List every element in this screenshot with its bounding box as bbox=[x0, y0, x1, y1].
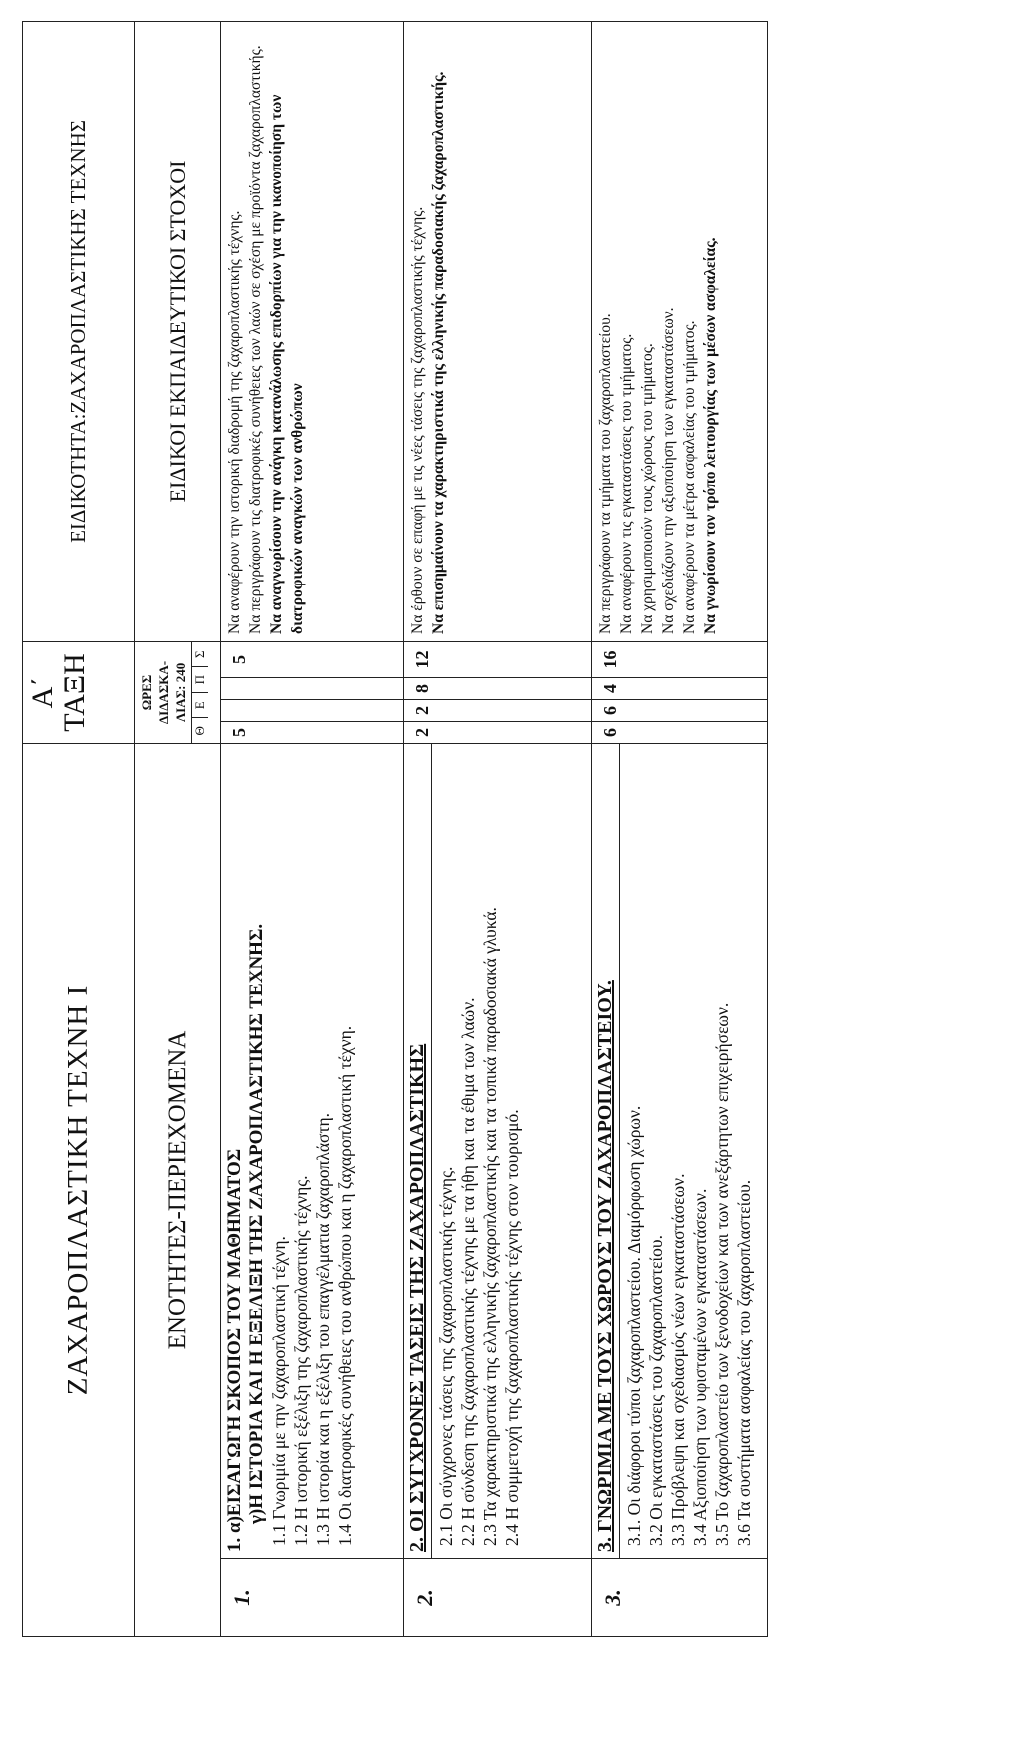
hour-label-theory: Θ bbox=[192, 726, 207, 736]
hours-practice: 4 bbox=[592, 678, 768, 700]
list-item: 2.1 Οι σύγχρονες τάσεις της ζαχαροπλαστικής τέχνης. bbox=[436, 1166, 456, 1546]
unit-contents bbox=[404, 744, 592, 1559]
unit-objectives bbox=[404, 21, 592, 641]
objective-bold: Να γνωρίσουν τον τρόπο λειτουργίας των μέσων ασφαλείας. bbox=[702, 237, 719, 634]
hours-total: 12 bbox=[404, 641, 592, 677]
list-item: 1.3 Η ιστορία και η εξέλιξη του επαγγέλματια ζαχαροπλάστη. bbox=[313, 1112, 333, 1546]
list-item: 2.3 Τα χαρακτηριστικά της ελληνικής ζαχαροπλαστικής και τα τοπικά παραδοσιακά γλυκά. bbox=[480, 907, 500, 1546]
hours-header bbox=[135, 641, 221, 743]
hours-total: 16 bbox=[592, 641, 768, 677]
unit-contents bbox=[592, 744, 768, 1559]
list-item: 1.2 Η ιστορική εξέλιξη της ζαχαροπλαστικής τέχνης. bbox=[291, 1175, 311, 1546]
objectives-header: ΕΙΔΙΚΟΙ ΕΚΠΑΙΔΕΥΤΙΚΟΙ ΣΤΟΧΟΙ bbox=[135, 21, 221, 641]
hours-theory: 2 bbox=[404, 722, 592, 744]
hour-label-total: Σ bbox=[192, 642, 208, 668]
unit-objectives bbox=[592, 21, 768, 641]
unit-contents bbox=[221, 744, 404, 1559]
objective: Να αναφέρουν την ιστορική διαδρομή της ζαχαροπλαστικής τέχνης. bbox=[226, 210, 243, 634]
list-item: 2.4 Η συμμετοχή της ζαχαροπλαστικής τέχνης στον τουρισμό. bbox=[502, 1109, 522, 1546]
hours-theory: 6 bbox=[592, 722, 768, 744]
class-label bbox=[23, 641, 135, 743]
list-item: 3.5 Το ζαχαροπλαστείο των ξενοδοχείων και των ανεξάρτητων επιχειρήσεων. bbox=[712, 1002, 732, 1546]
objective: Να αναφέρουν τα μέτρα ασφαλείας του τμήματος. bbox=[681, 320, 698, 634]
list-item: 3.4 Αξιοποίηση των υφισταμένων εγκαταστάσεων. bbox=[690, 1188, 710, 1546]
list-item: 1.1 Γνωριμία με την ζαχαροπλαστική τέχνη. bbox=[269, 1236, 289, 1546]
hour-label-practice: Π bbox=[192, 667, 208, 693]
list-item: 3.1. Οι διάφοροι τύποι ζαχαροπλαστείου. Διαμόρφωση χώρων. bbox=[624, 1105, 644, 1546]
unit-subheading: γ)Η ΙΣΤΟΡΙΑ ΚΑΙ Η ΕΞΕΛΙΞΗ ΤΗΣ ΖΑΧΑΡΟΠΛΑΣΤΙΚΗΣ ΤΕΧΝΗΣ. bbox=[246, 923, 267, 1524]
class-letter: Α΄ bbox=[26, 676, 59, 709]
hours-e: 6 bbox=[592, 700, 768, 722]
unit-heading: 3. ΓΝΩΡΙΜΙΑ ΜΕ ΤΟΥΣ ΧΩΡΟΥΣ ΤΟΥ ΖΑΧΑΡΟΠΛΑΣΤΕΙΟΥ. bbox=[592, 744, 620, 1558]
objective: Να περιγράφουν τις διατροφικές συνήθειες των λαών σε σχέση με προϊόντα ζαχαροπλαστικής. bbox=[247, 45, 264, 634]
unit-objectives bbox=[221, 21, 404, 641]
hours-header-line3: ΛΙΑΣ: 240 bbox=[173, 662, 188, 723]
hours-practice bbox=[221, 678, 404, 700]
table-row bbox=[221, 21, 404, 1636]
list-item: 2.2 Η σύνδεση της ζαχαροπλαστικής τέχνης με τα ήθη και τα έθιμα των λαών. bbox=[458, 997, 478, 1546]
specialty-header: ΕΙΔΙΚΟΤΗΤΑ:ΖΑΧΑΡΟΠΛΑΣΤΙΚΗΣ ΤΕΧΝΗΣ bbox=[23, 21, 135, 641]
hours-theory: 5 bbox=[221, 722, 404, 744]
table-row bbox=[592, 21, 768, 1636]
list-item: 3.2 Οι εγκαταστάσεις του ζαχαροπλαστείου. bbox=[646, 1235, 666, 1546]
objective: Να αναφέρουν τις εγκαταστάσεις του τμήματος. bbox=[618, 333, 635, 634]
hours-total: 5 bbox=[221, 641, 404, 677]
objective: Να σχεδιάζουν την αξιοποίηση των εγκαταστάσεων. bbox=[660, 307, 677, 634]
class-word: ΤΑΞΗ bbox=[58, 653, 91, 732]
objective: Να χρησιμοποιούν τους χώρους του τμήματος. bbox=[639, 343, 656, 634]
hours-header-line1: ΩΡΕΣ bbox=[139, 674, 154, 711]
list-item: 3.3 Πρόβλεψη και σχεδιασμός νέων εγκαταστάσεων. bbox=[668, 1173, 688, 1546]
objective-bold: Να αναγνωρίσουν την ανάγκη κατανάλωσης επιδορπίων για την ικανοποίηση των διατροφικών αναγκών των ανθρώπων bbox=[268, 94, 306, 634]
page-title: ΖΑΧΑΡΟΠΛΑΣΤΙΚΗ ΤΕΧΝΗ Ι bbox=[23, 744, 135, 1637]
list-item: 3.6 Τα συστήματα ασφαλείας του ζαχαροπλαστείου. bbox=[734, 1179, 754, 1546]
unit-number: 1. bbox=[221, 1559, 404, 1637]
unit-number: 3. bbox=[592, 1559, 768, 1637]
objective-bold: Να επισημαίνουν τα χαρακτηριστικά της ελληνικής παραδοσιακής ζαχαροπλαστικής. bbox=[430, 71, 447, 634]
table-row bbox=[404, 21, 592, 1636]
hours-e: 2 bbox=[404, 700, 592, 722]
list-item: 1.4 Οι διατροφικές συνήθειες του ανθρώπου και η ζαχαροπλαστική τέχνη. bbox=[335, 1025, 355, 1546]
unit-heading: 1. α)ΕΙΣΑΓΩΓΗ ΣΚΟΠΟΣ ΤΟΥ ΜΑΘΗΜΑΤΟΣ bbox=[224, 1148, 245, 1552]
objective: Να έρθουν σε επαφή με τις νέες τάσεις της ζαχαροπλαστικής τέχνης. bbox=[409, 206, 426, 634]
objective: Να περιγράφουν τα τμήματα του ζαχαροπλαστείου. bbox=[597, 313, 614, 634]
rotated-page bbox=[22, 22, 867, 1637]
unit-heading: 2. ΟΙ ΣΥΓΧΡΟΝΕΣ ΤΑΣΕΙΣ ΤΗΣ ΖΑΧΑΡΟΠΛΑΣΤΙΚΗΣ bbox=[404, 744, 432, 1558]
hours-e bbox=[221, 700, 404, 722]
curriculum-table bbox=[22, 21, 768, 1637]
hours-practice: 8 bbox=[404, 678, 592, 700]
contents-header: ΕΝΟΤΗΤΕΣ-ΠΕΡΙΕΧΟΜΕΝΑ bbox=[135, 744, 221, 1637]
hours-header-line2: ΔΙΔΑΣΚΑ- bbox=[156, 660, 171, 725]
unit-number: 2. bbox=[404, 1559, 592, 1637]
hour-label-e: Ε bbox=[192, 693, 208, 719]
